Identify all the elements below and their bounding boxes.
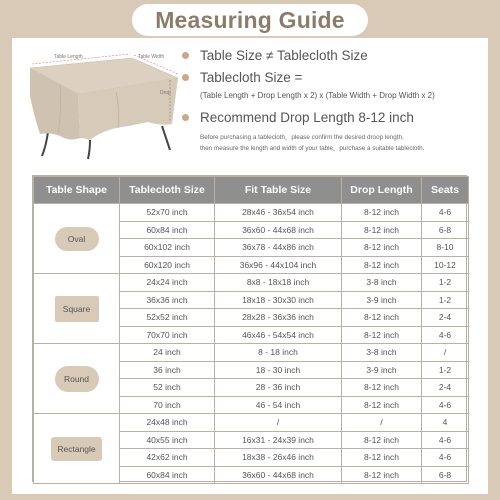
tablecloth-illustration [20, 46, 180, 161]
tablecloth-size-cell: 24x48 inch [120, 414, 215, 432]
tablecloth-size-cell: 52x52 inch [120, 309, 215, 327]
purchase-note [200, 132, 424, 154]
bullet-dot-icon [182, 52, 189, 59]
formula-text: (Table Length + Drop Length x 2) x (Table Width + Drop Width x 2) [200, 91, 435, 100]
seats-cell: 2-4 [422, 309, 469, 327]
table-length-label: Table Length [54, 54, 83, 60]
info-line-1: Table Size ≠ Tablecloth Size [200, 48, 368, 63]
fit-table-size-cell: 46 - 54 inch [215, 396, 342, 414]
table-row [34, 344, 469, 362]
shape-cell [34, 204, 120, 274]
tablecloth-size-cell: 40x55 inch [120, 431, 215, 449]
seats-cell: 4-6 [422, 326, 469, 344]
shape-badge-oval: Oval [55, 227, 99, 251]
tablecloth-drawing [20, 46, 180, 161]
drop-label: Drop [160, 90, 171, 96]
tablecloth-size-cell: 52x70 inch [120, 204, 215, 222]
seats-cell: 4-6 [422, 431, 469, 449]
seats-cell: 2-4 [422, 379, 469, 397]
tablecloth-size-cell: 42x62 inch [120, 449, 215, 467]
table-row [34, 414, 469, 432]
shape-badge-square: Square [55, 296, 99, 322]
fit-table-size-cell: 28x28 - 36x36 inch [215, 309, 342, 327]
table-width-label: Table Width [138, 54, 165, 60]
tablecloth-size-cell: 36x36 inch [120, 291, 215, 309]
tablecloth-size-cell: 70 inch [120, 396, 215, 414]
drop-length-cell: 8-12 inch [342, 431, 422, 449]
fit-table-size-cell: 8 - 18 inch [215, 344, 342, 362]
drop-length-cell: 3-8 inch [342, 344, 422, 362]
page-title: Measuring Guide [155, 6, 345, 33]
tablecloth-size-cell: 52 inch [120, 379, 215, 397]
table-header-row [34, 177, 469, 204]
fit-table-size-cell: / [215, 414, 342, 432]
header-fit-table-size: Fit Table Size [215, 177, 342, 204]
table-row [34, 274, 469, 292]
drop-length-cell: 8-12 inch [342, 396, 422, 414]
seats-cell: 6-8 [422, 221, 469, 239]
title-pill [132, 4, 368, 36]
seats-cell: 4-6 [422, 396, 469, 414]
size-table [32, 175, 467, 482]
bullet-dot-icon [182, 114, 189, 121]
info-item-formula [182, 70, 302, 85]
seats-cell: 6-8 [422, 466, 469, 484]
seats-cell: 4 [422, 414, 469, 432]
seats-cell: 1-2 [422, 361, 469, 379]
drop-length-cell: / [342, 414, 422, 432]
tablecloth-size-cell: 60x120 inch [120, 256, 215, 274]
drop-length-cell: 3-8 inch [342, 274, 422, 292]
fit-table-size-cell: 36x60 - 44x68 inch [215, 221, 342, 239]
info-line-2: Tablecloth Size = [200, 70, 303, 85]
tablecloth-size-cell: 60x84 inch [120, 466, 215, 484]
header-seats: Seats [422, 177, 469, 204]
fit-table-size-cell: 46x46 - 54x54 inch [215, 326, 342, 344]
info-item-size [182, 48, 368, 63]
note-line-2: then measure the length and width of your table，purchase a suitable tablecloth. [200, 145, 425, 152]
header-table-shape: Table Shape [34, 177, 120, 204]
header-drop-length: Drop Length [342, 177, 422, 204]
frame-left [0, 38, 12, 500]
fit-table-size-cell: 36x96 - 44x104 inch [215, 256, 342, 274]
drop-length-cell: 8-12 inch [342, 221, 422, 239]
fit-table-size-cell: 18 - 30 inch [215, 361, 342, 379]
bullet-dot-icon [182, 74, 189, 81]
drop-length-cell: 3-9 inch [342, 361, 422, 379]
drop-length-cell: 8-12 inch [342, 239, 422, 257]
info-item-drop [182, 110, 414, 125]
seats-cell: 1-2 [422, 274, 469, 292]
drop-length-cell: 8-12 inch [342, 309, 422, 327]
fit-table-size-cell: 36x60 - 44x68 inch [215, 466, 342, 484]
drop-length-cell: 8-12 inch [342, 466, 422, 484]
fit-table-size-cell: 16x31 - 24x39 inch [215, 431, 342, 449]
shape-badge-round: Round [55, 366, 99, 392]
fit-table-size-cell: 28x46 - 36x54 inch [215, 204, 342, 222]
seats-cell: 4-6 [422, 449, 469, 467]
tablecloth-size-cell: 60x102 inch [120, 239, 215, 257]
drop-length-cell: 8-12 inch [342, 256, 422, 274]
fit-table-size-cell: 18x18 - 30x30 inch [215, 291, 342, 309]
seats-cell: 10-12 [422, 256, 469, 274]
fit-table-size-cell: 8x8 - 18x18 inch [215, 274, 342, 292]
frame-right [488, 38, 500, 500]
tablecloth-size-cell: 24 inch [120, 344, 215, 362]
frame-bottom [0, 494, 500, 500]
tablecloth-size-cell: 24x24 inch [120, 274, 215, 292]
table-row [34, 204, 469, 222]
shape-cell [34, 414, 120, 484]
note-line-1: Before purchasing a tablecloth，please confirm the desired droop length, [200, 134, 404, 141]
info-line-3: Recommend Drop Length 8-12 inch [200, 110, 414, 125]
tablecloth-size-cell: 36 inch [120, 361, 215, 379]
tablecloth-size-cell: 70x70 inch [120, 326, 215, 344]
fit-table-size-cell: 18x38 - 26x46 inch [215, 449, 342, 467]
shape-cell [34, 274, 120, 344]
drop-length-cell: 8-12 inch [342, 326, 422, 344]
drop-length-cell: 3-9 inch [342, 291, 422, 309]
shape-badge-rectangle: Rectangle [51, 437, 101, 461]
fit-table-size-cell: 36x78 - 44x86 inch [215, 239, 342, 257]
drop-length-cell: 8-12 inch [342, 449, 422, 467]
seats-cell: / [422, 344, 469, 362]
fit-table-size-cell: 28 - 36 inch [215, 379, 342, 397]
drop-length-cell: 8-12 inch [342, 379, 422, 397]
header-tablecloth-size: Tablecloth Size [120, 177, 215, 204]
seats-cell: 1-2 [422, 291, 469, 309]
seats-cell: 8-10 [422, 239, 469, 257]
tablecloth-size-cell: 60x84 inch [120, 221, 215, 239]
drop-length-cell: 8-12 inch [342, 204, 422, 222]
seats-cell: 4-6 [422, 204, 469, 222]
shape-cell [34, 344, 120, 414]
